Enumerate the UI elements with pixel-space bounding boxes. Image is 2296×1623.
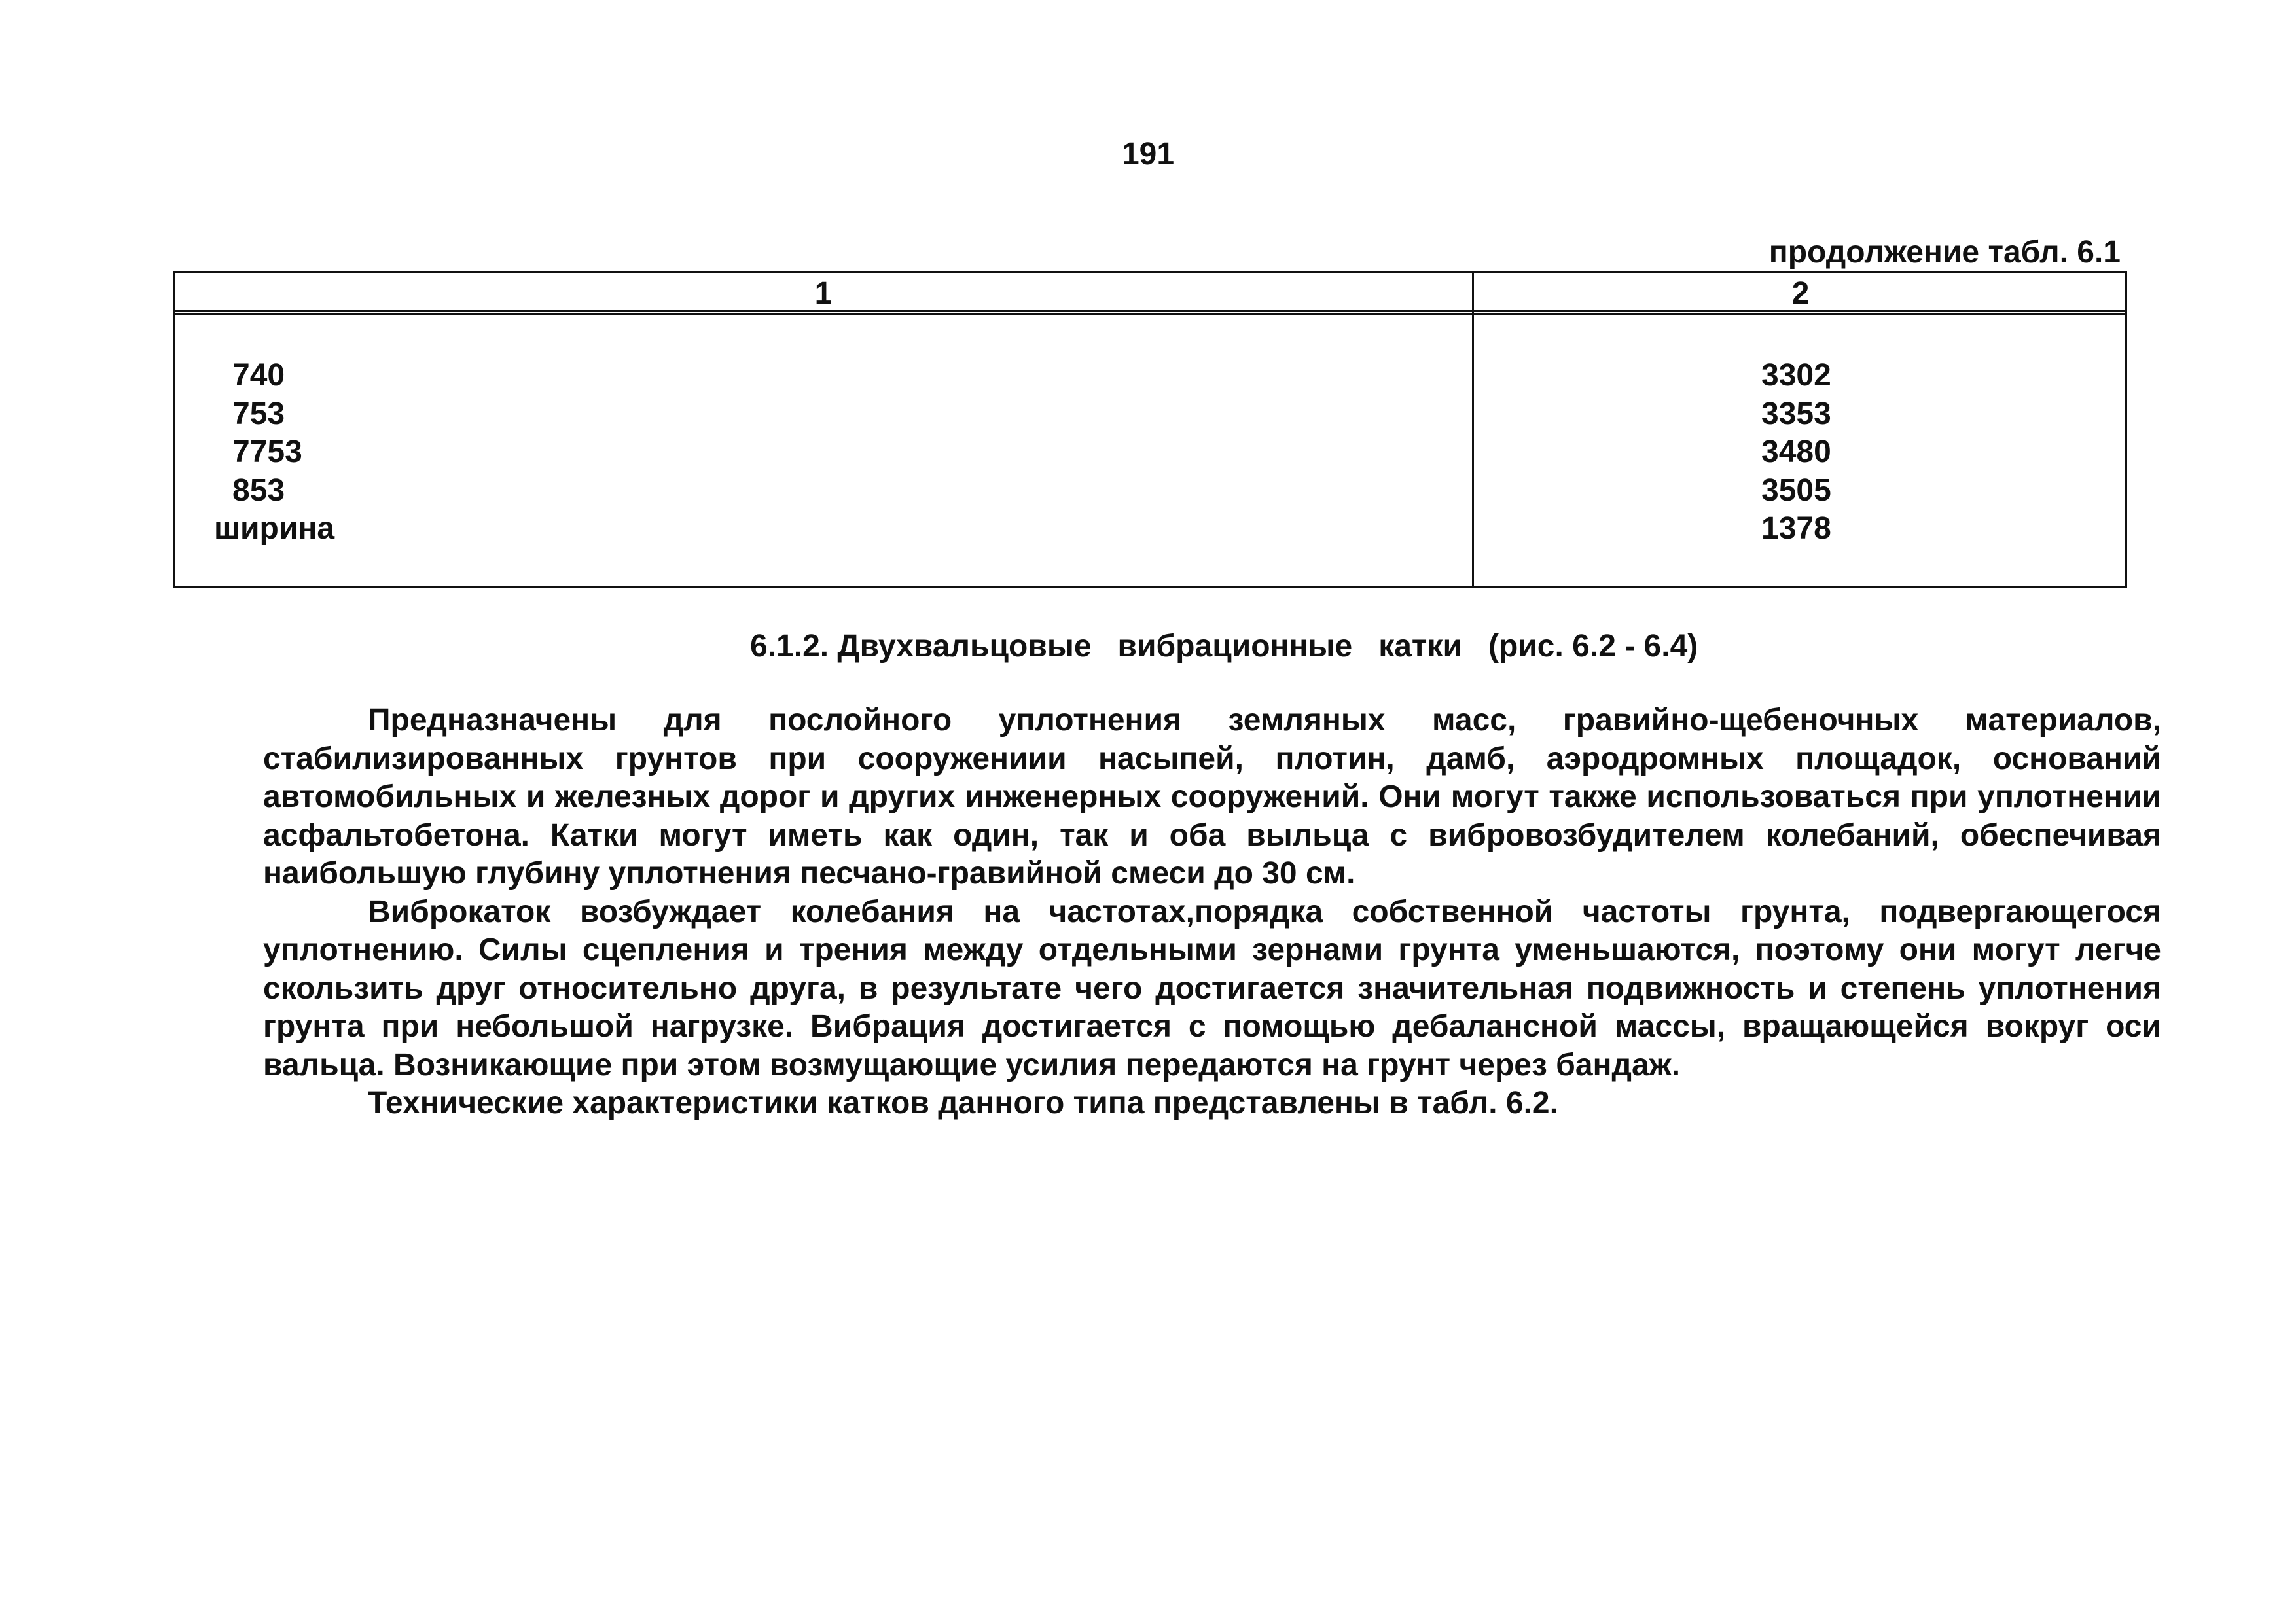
table-cell: 753 bbox=[232, 396, 285, 431]
table-cell: 3353 bbox=[1761, 396, 1831, 431]
table-cell: 853 bbox=[232, 473, 285, 508]
table-header-column-2: 2 bbox=[1791, 276, 1810, 311]
header-rule bbox=[175, 313, 2125, 315]
table-column-1-values bbox=[214, 357, 334, 548]
table-cell: 3480 bbox=[1761, 435, 1831, 469]
table-cell: 3505 bbox=[1761, 473, 1831, 508]
table-cell: 1378 bbox=[1761, 511, 1831, 546]
data-table bbox=[173, 271, 2127, 588]
table-cell: ширина bbox=[214, 511, 335, 546]
section-heading: 6.1.2. Двухвальцовые вибрационные катки (рис. 6.2 - 6.4) bbox=[750, 629, 1698, 664]
table-header-column-1: 1 bbox=[814, 276, 833, 311]
table-cell: 7753 bbox=[232, 435, 302, 469]
paragraph: Виброкаток возбуждает колебания на частотах,порядка собственной частоты грунта, подвергающегося уплотнению. Силы сцепления и трения между отдельными зернами грунта уменьшаются, поэтому они могут легче скользить друг относительно друга, в результате чего достигается значительная подвижность и степень уплотнения грунта при небольшой нагрузке. Вибрация достигается с помощью дебалансной массы, вращающейся вокруг оси вальца. Возникающие при этом возмущающие усилия передаются на грунт через бандаж. bbox=[263, 894, 2161, 1082]
table-cell: 740 bbox=[232, 358, 285, 393]
table-column-2-values bbox=[1761, 357, 1831, 548]
page-number: 191 bbox=[1121, 137, 1175, 171]
paragraph: Технические характеристики катков данного типа представлены в табл. 6.2. bbox=[368, 1086, 1558, 1120]
table-cell: 3302 bbox=[1761, 358, 1831, 393]
paragraph: Предназначены для послойного уплотнения земляных масс, гравийно-щебеночных материалов, стабилизированных грунтов при сооружениии насыпей, плотин, дамб, аэродромных площадок, оснований автомобильных и железных дорог и других инженерных сооружений. Они могут также использоваться при уплотнении асфальтобетона. Катки могут иметь как один, так и оба выльца с вибровозбудителем колебаний, обеспечивая наибольшую глубину уплотнения песчано-гравийной смеси до 30 см. bbox=[263, 703, 2161, 891]
body-text bbox=[263, 702, 2161, 1123]
table-continuation-label: продолжение табл. 6.1 bbox=[1768, 235, 2121, 270]
column-divider bbox=[1472, 273, 1474, 586]
